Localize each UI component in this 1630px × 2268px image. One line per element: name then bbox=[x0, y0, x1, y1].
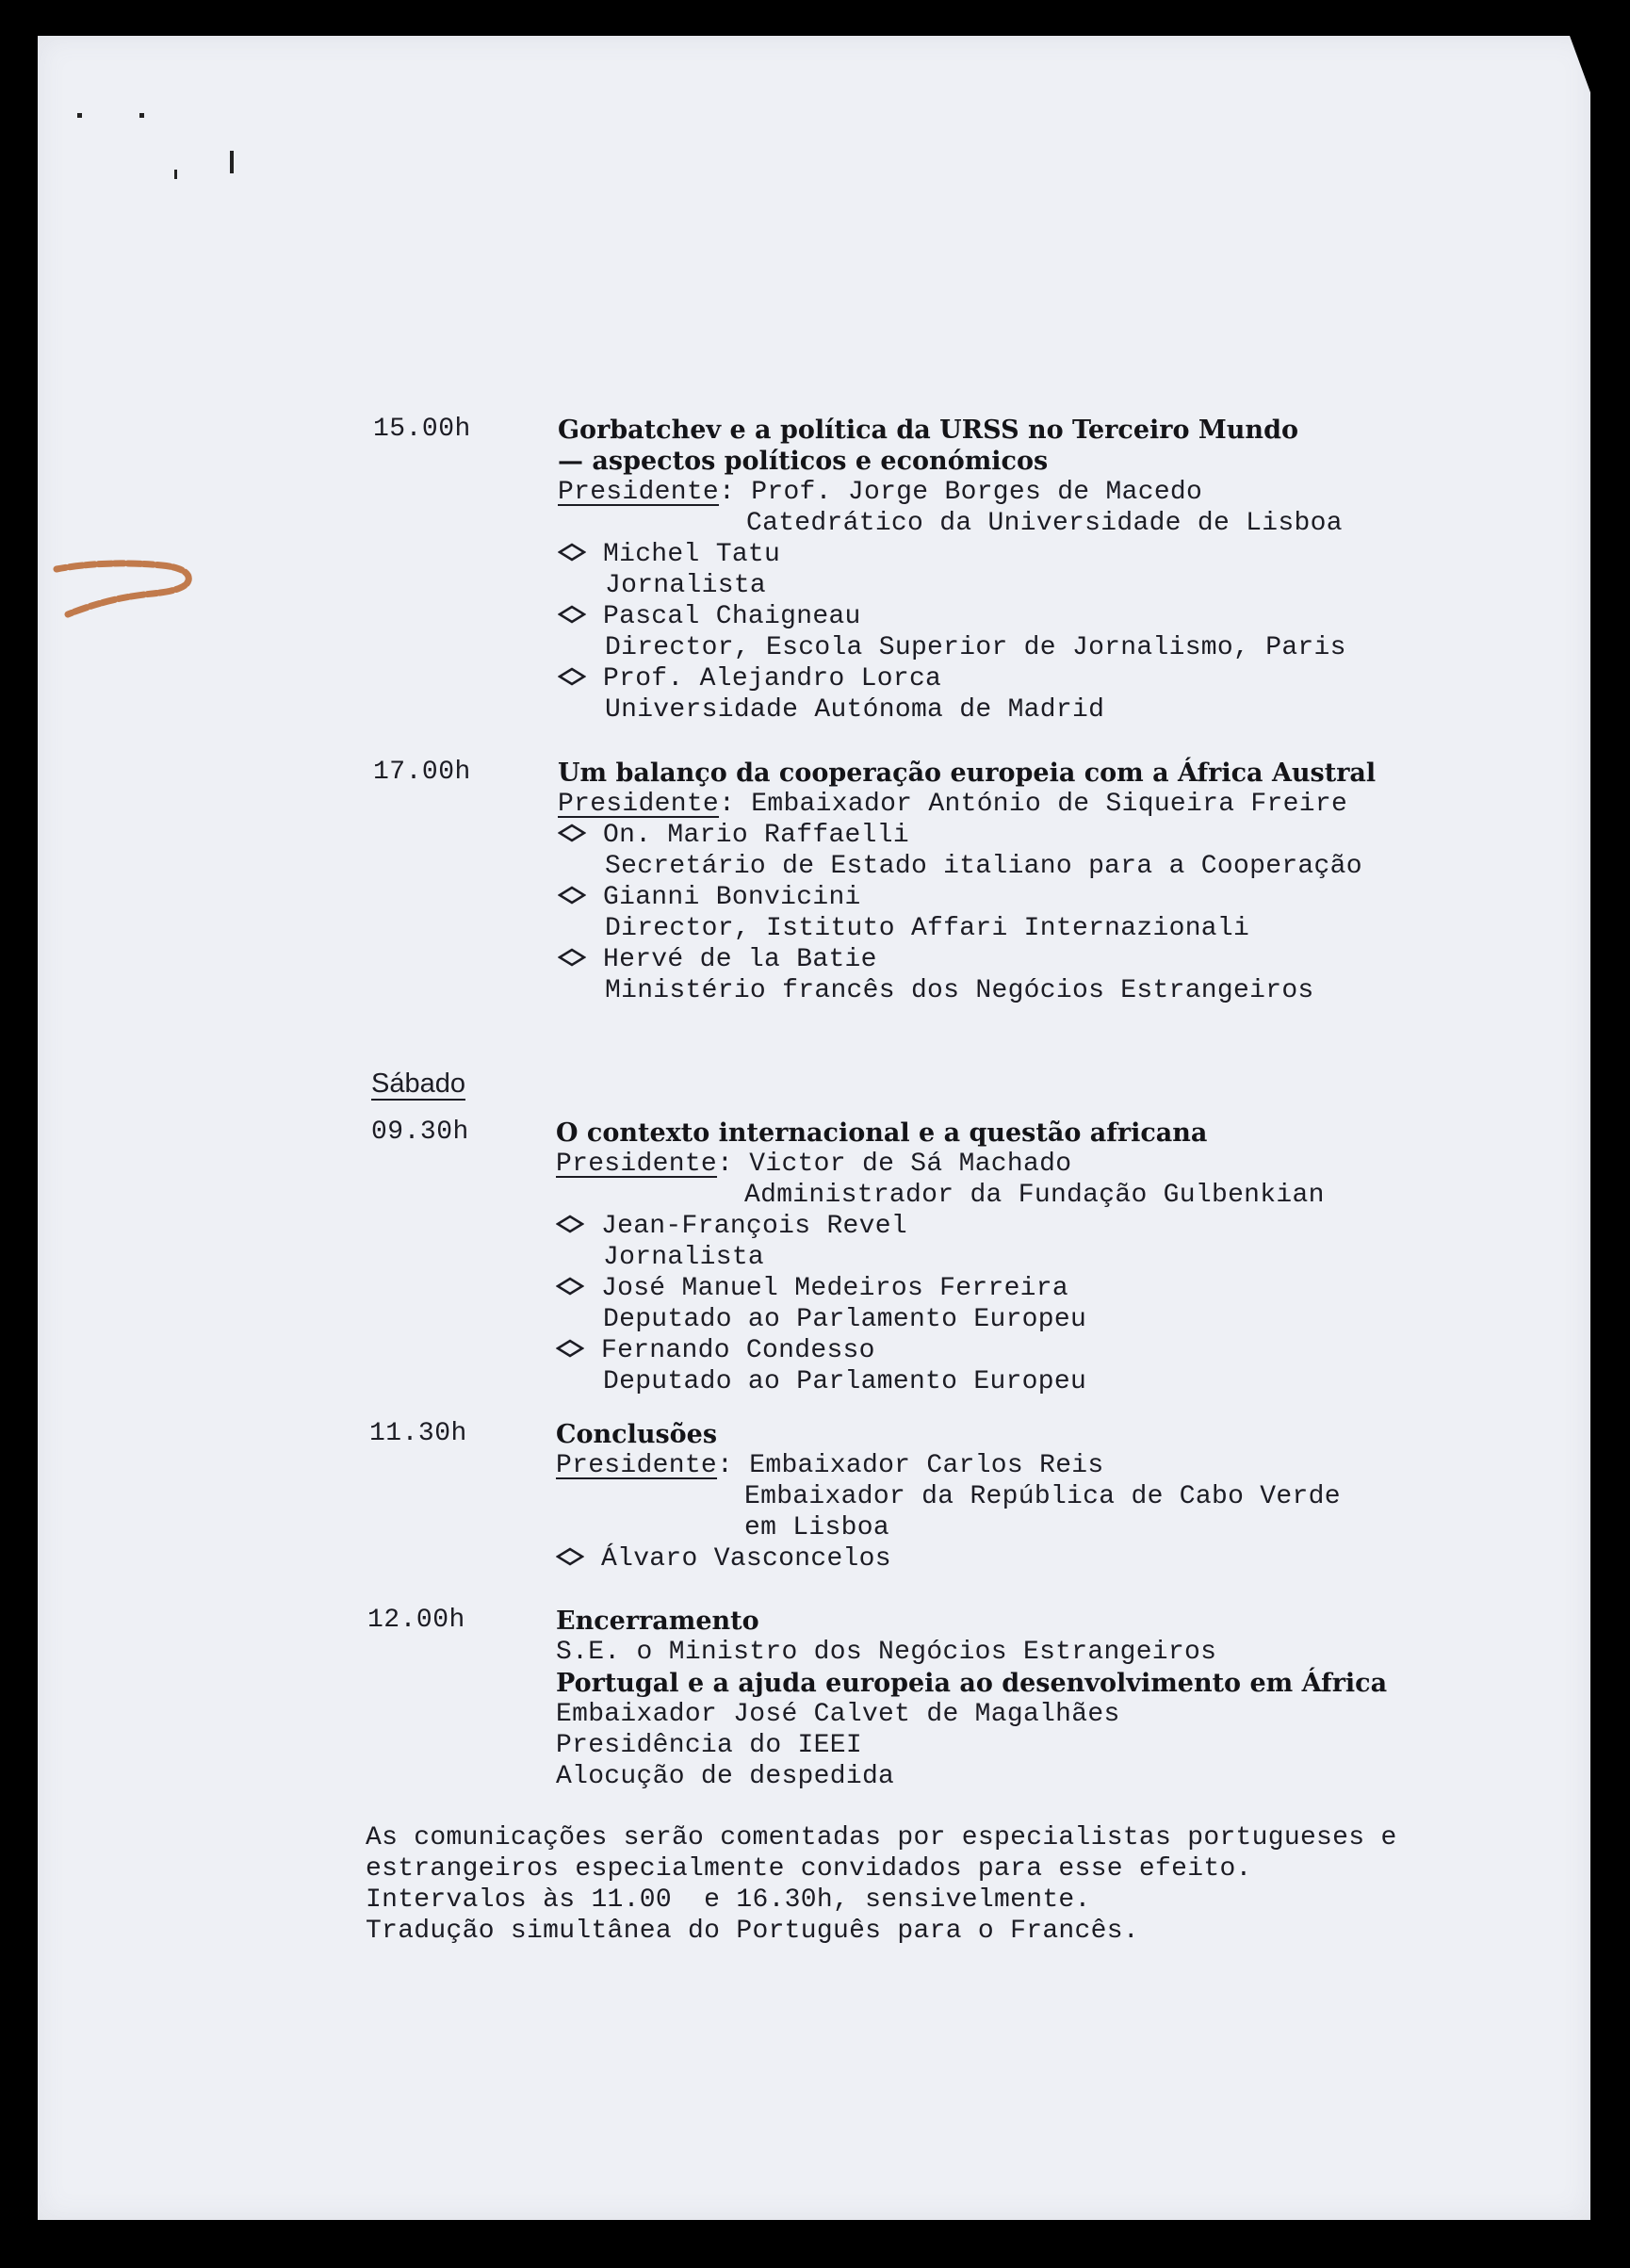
session-title: — aspectos políticos e económicos bbox=[558, 447, 1049, 476]
speaker-name-line bbox=[558, 539, 1547, 570]
speaker-name-line bbox=[558, 663, 1547, 694]
closing-subtitle: Portugal e a ajuda europeia ao desenvolvimento em África bbox=[556, 1669, 1388, 1698]
diamond-bullet-icon bbox=[558, 824, 586, 842]
corner-fold bbox=[1570, 36, 1590, 92]
diamond-bullet-icon bbox=[558, 948, 586, 967]
note-line: Tradução simultânea do Português para o Francês. bbox=[366, 1917, 1139, 1946]
speaker-name: Fernando Condesso bbox=[601, 1336, 875, 1365]
note-line: As comunicações serão comentadas por especialistas portugueses e bbox=[366, 1823, 1397, 1852]
note-line: Intervalos às 11.00 e 16.30h, sensivelmente. bbox=[366, 1885, 1091, 1915]
rust-stain bbox=[49, 556, 200, 622]
speaker-role: Jornalista bbox=[605, 571, 767, 600]
closing-remark: Alocução de despedida bbox=[556, 1762, 895, 1791]
speaker-name-line bbox=[558, 601, 1547, 632]
speaker-role: Director, Istituto Affari Internazionali bbox=[605, 914, 1250, 943]
session-body bbox=[556, 1606, 1545, 1792]
session-title: Um balanço da cooperação europeia com a África Austral bbox=[558, 759, 1377, 788]
diamond-bullet-icon bbox=[558, 886, 586, 905]
speaker-role: Universidade Autónoma de Madrid bbox=[605, 695, 1105, 725]
president-label: Presidente bbox=[558, 478, 720, 507]
session-time: 09.30h bbox=[371, 1118, 469, 1147]
session-body bbox=[558, 415, 1547, 726]
diamond-bullet-icon bbox=[556, 1215, 584, 1233]
diamond-bullet-icon bbox=[556, 1547, 584, 1566]
president-role: Embaixador da República de Cabo Verde bbox=[744, 1482, 1341, 1511]
president-role: em Lisboa bbox=[744, 1513, 889, 1542]
speaker-name: Prof. Alejandro Lorca bbox=[603, 664, 942, 693]
speaker-name: Pascal Chaigneau bbox=[603, 602, 861, 631]
president-role: Catedrático da Universidade de Lisboa bbox=[746, 509, 1343, 538]
diamond-bullet-icon bbox=[556, 1339, 584, 1358]
president-name: Victor de Sá Machado bbox=[749, 1150, 1072, 1179]
president-name: Prof. Jorge Borges de Macedo bbox=[751, 478, 1203, 507]
speaker-name: Gianni Bonvicini bbox=[603, 883, 861, 912]
diamond-bullet-icon bbox=[558, 543, 586, 562]
session-title: Gorbatchev e a política da URSS no Terceiro Mundo bbox=[558, 416, 1298, 445]
speaker-name-line bbox=[556, 1273, 1545, 1304]
speaker-role: Deputado ao Parlamento Europeu bbox=[603, 1367, 1087, 1396]
session-time: 11.30h bbox=[369, 1419, 467, 1448]
speck-mark bbox=[174, 170, 177, 179]
speaker-role: Jornalista bbox=[603, 1243, 765, 1272]
session-body bbox=[558, 758, 1547, 1006]
session-body bbox=[556, 1419, 1545, 1575]
speaker-name-line bbox=[558, 820, 1547, 851]
president-name: Embaixador António de Siqueira Freire bbox=[751, 790, 1348, 819]
programme-notes bbox=[366, 1822, 1543, 1947]
speaker-name: Jean-François Revel bbox=[601, 1212, 907, 1241]
president-line: Presidente: Prof. Jorge Borges de Macedo bbox=[558, 478, 1203, 507]
speaker-role: Director, Escola Superior de Jornalismo, Paris bbox=[605, 633, 1346, 662]
president-name: Embaixador Carlos Reis bbox=[749, 1451, 1104, 1480]
session-title: Encerramento bbox=[556, 1607, 759, 1636]
note-line: estrangeiros especialmente convidados para esse efeito. bbox=[366, 1854, 1252, 1884]
president-label: Presidente bbox=[556, 1150, 718, 1179]
speaker-name: Michel Tatu bbox=[603, 540, 781, 569]
diamond-bullet-icon bbox=[558, 605, 586, 624]
president-label: Presidente bbox=[558, 790, 720, 819]
speck-mark bbox=[139, 113, 144, 118]
president-label: Presidente bbox=[556, 1451, 718, 1480]
president-line: Presidente: Embaixador António de Siqueira Freire bbox=[558, 790, 1348, 819]
president-role: Administrador da Fundação Gulbenkian bbox=[744, 1181, 1325, 1210]
speaker-role: Ministério francês dos Negócios Estrangeiros bbox=[605, 976, 1314, 1005]
session-body bbox=[556, 1118, 1545, 1397]
diamond-bullet-icon bbox=[556, 1277, 584, 1296]
speaker-name-line bbox=[558, 882, 1547, 913]
speaker-role: Deputado ao Parlamento Europeu bbox=[603, 1305, 1087, 1334]
session-time: 12.00h bbox=[367, 1606, 465, 1635]
closing-speaker: Embaixador José Calvet de Magalhães bbox=[556, 1700, 1120, 1729]
session-time: 17.00h bbox=[373, 758, 471, 787]
speaker-name-line bbox=[558, 944, 1547, 975]
speaker-name-line bbox=[556, 1543, 1545, 1575]
day-heading: Sábado bbox=[371, 1069, 465, 1099]
closing-affiliation: Presidência do IEEI bbox=[556, 1731, 862, 1760]
session-title: O contexto internacional e a questão africana bbox=[556, 1118, 1208, 1148]
speaker-name: On. Mario Raffaelli bbox=[603, 821, 909, 850]
session-title: Conclusões bbox=[556, 1420, 718, 1449]
speck-mark bbox=[230, 151, 234, 173]
diamond-bullet-icon bbox=[558, 667, 586, 686]
session-time: 15.00h bbox=[373, 415, 471, 444]
president-line: Presidente: Embaixador Carlos Reis bbox=[556, 1451, 1104, 1480]
speaker-name-line bbox=[556, 1335, 1545, 1366]
speaker-name: Hervé de la Batie bbox=[603, 945, 877, 974]
speaker-role: Secretário de Estado italiano para a Cooperação bbox=[605, 852, 1362, 881]
speaker-name: Álvaro Vasconcelos bbox=[601, 1544, 891, 1574]
speck-mark bbox=[77, 113, 82, 118]
speaker-name: José Manuel Medeiros Ferreira bbox=[601, 1274, 1068, 1303]
president-line: Presidente: Victor de Sá Machado bbox=[556, 1150, 1072, 1179]
speaker-name-line bbox=[556, 1211, 1545, 1242]
closing-minister: S.E. o Ministro dos Negócios Estrangeiros bbox=[556, 1638, 1217, 1667]
